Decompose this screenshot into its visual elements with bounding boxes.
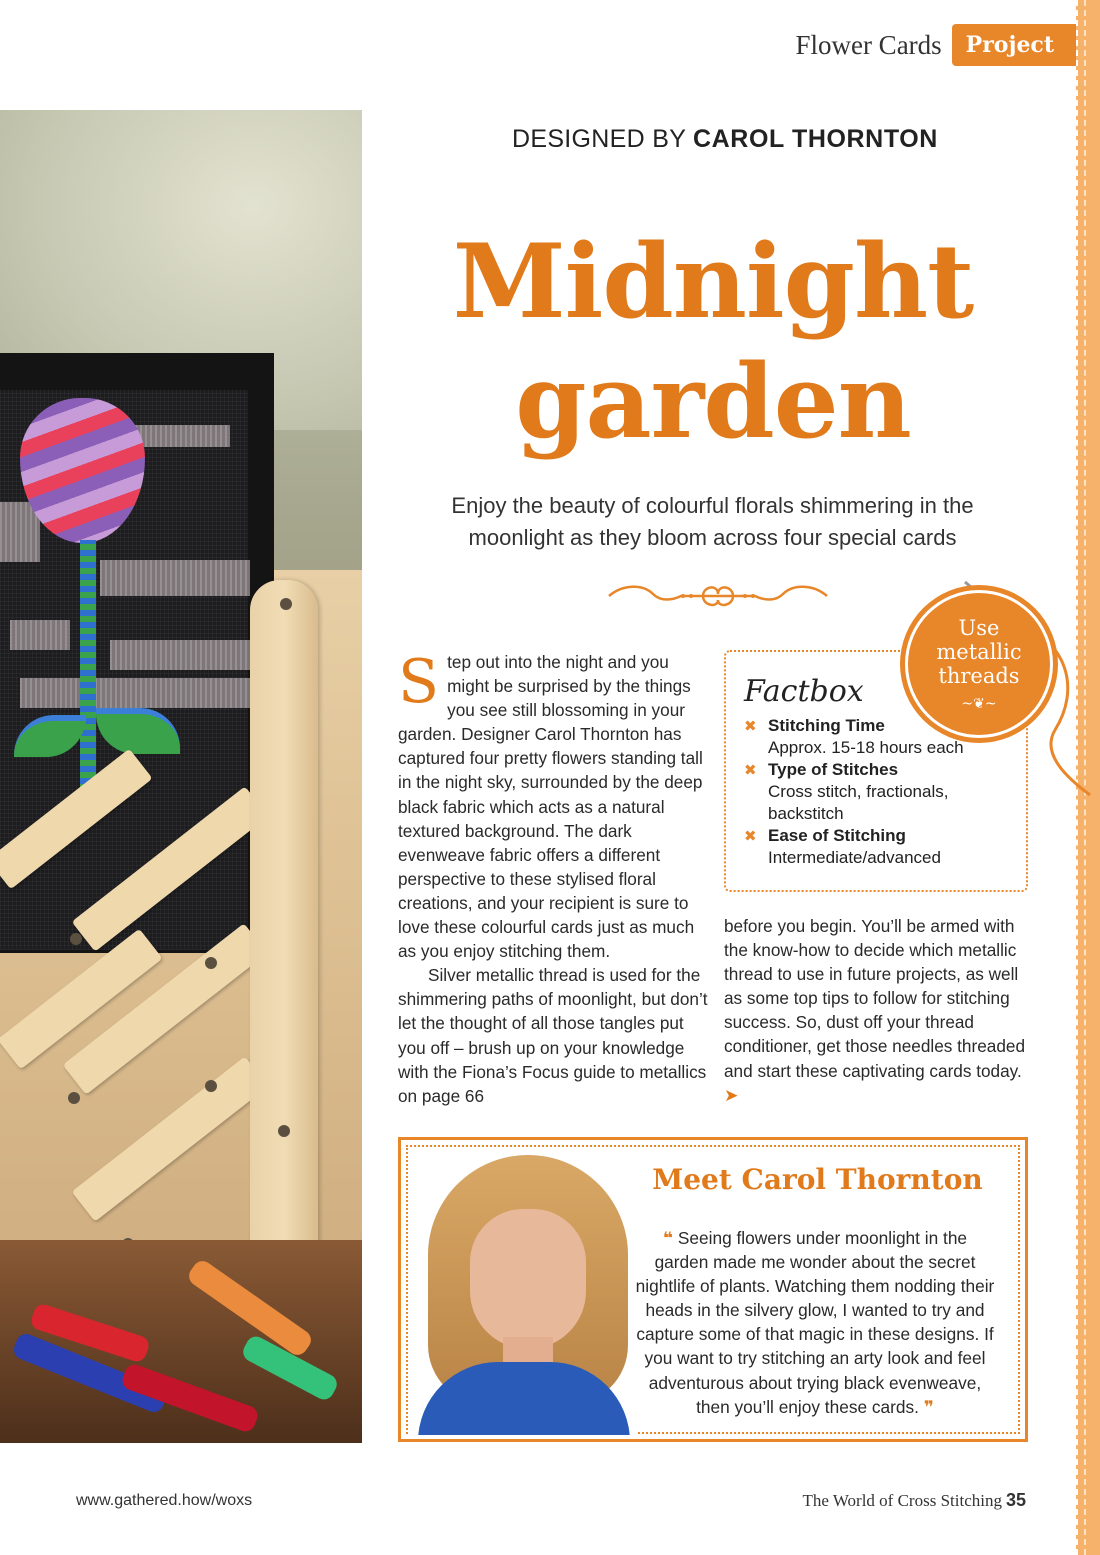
meet-designer-title: Meet Carol Thornton — [652, 1163, 983, 1196]
magazine-name: The World of Cross Stitching — [802, 1491, 1002, 1510]
standfirst-line-1: Enjoy the beauty of colourful florals shimmering in the — [451, 493, 974, 518]
section-header — [795, 24, 1076, 66]
badge-line-3: threads — [938, 664, 1020, 688]
designer-portrait — [408, 1147, 638, 1435]
designer-quote — [634, 1226, 996, 1419]
body-column-right — [724, 914, 1036, 1107]
fact-label: Stitching Time — [768, 716, 885, 735]
standfirst — [420, 490, 1005, 554]
standfirst-line-2: moonlight as they bloom across four special cards — [468, 525, 957, 550]
flourish-divider-icon — [603, 578, 833, 614]
page-number: 35 — [1005, 1490, 1026, 1510]
close-quote-icon: ❞ — [923, 1396, 934, 1417]
factbox-title: Factbox — [744, 674, 864, 709]
fact-value: Intermediate/advanced — [768, 848, 941, 867]
fact-label: Ease of Stitching — [768, 826, 906, 845]
cross-bullet-icon: ✖ — [744, 762, 757, 779]
fact-value: Cross stitch, fractionals, backstitch — [768, 782, 949, 823]
cross-bullet-icon: ✖ — [744, 718, 757, 735]
designer-name: CAROL THORNTON — [692, 125, 938, 153]
open-quote-icon: ❝ — [662, 1228, 674, 1248]
title-line-2: garden — [515, 342, 911, 462]
quote-text: Seeing flowers under moonlight in the garden made me wonder about the secret nightlife of plants. Watching them nodding their heads in the silvery glow, I wanted to try and capture some of that magic in these designs. If you want to try stitching an arty look and feel adventurous about trying black evenweave, then you’ll enjoy these cards. — [635, 1228, 995, 1417]
fact-value: Approx. 15-18 hours each — [768, 738, 964, 757]
title-line-1: Midnight — [452, 222, 974, 342]
fact-label: Type of Stitches — [768, 760, 899, 779]
badge-ornament-icon: ~❦~ — [961, 696, 997, 712]
body-column-left — [398, 647, 708, 1108]
continue-arrow-icon: ➤ — [724, 1084, 739, 1105]
fact-item — [740, 825, 1012, 869]
drop-cap: S — [398, 647, 440, 717]
article-title — [400, 222, 1026, 462]
byline-prefix: DESIGNED BY — [512, 125, 686, 153]
badge-line-1: Use — [958, 616, 1000, 640]
byline — [512, 125, 938, 154]
footer-url: www.gathered.how/woxs — [76, 1492, 253, 1509]
badge-line-2: metallic — [936, 640, 1022, 664]
section-tab: Project — [952, 24, 1076, 66]
body-paragraph-2: Silver metallic thread is used for the shimmering paths of moonlight, but don’t let the thought of all those tangles put you off – brush up on your knowledge with the Fiona’s Focus guide to metallics on page 66 — [398, 965, 708, 1106]
section-title: Flower Cards — [795, 29, 942, 60]
project-photo — [0, 110, 362, 1443]
metallic-threads-badge — [905, 590, 1053, 738]
body-paragraph-3: before you begin. You’ll be armed with the know-how to decide which metallic thread to use in future projects, as well as some top tips to follow for stitching success. So, dust off your thread conditioner, get those needles threaded and start these captivating cards today. ➤ — [724, 916, 1026, 1105]
intro-paragraph: Step out into the night and you might be surprised by the things you see still blossoming in your garden. Designer Carol Thornton has captured four pretty flowers standing tall in the night sky, surrounded by the deep black fabric which acts as a natural textured background. The dark evenweave fabric offers a different perspective to these stylised floral creations, and your recipient is sure to love these colourful cards just as much as you enjoy stitching them. — [398, 647, 703, 962]
cross-bullet-icon: ✖ — [744, 828, 757, 845]
footer-magazine — [802, 1490, 1026, 1511]
